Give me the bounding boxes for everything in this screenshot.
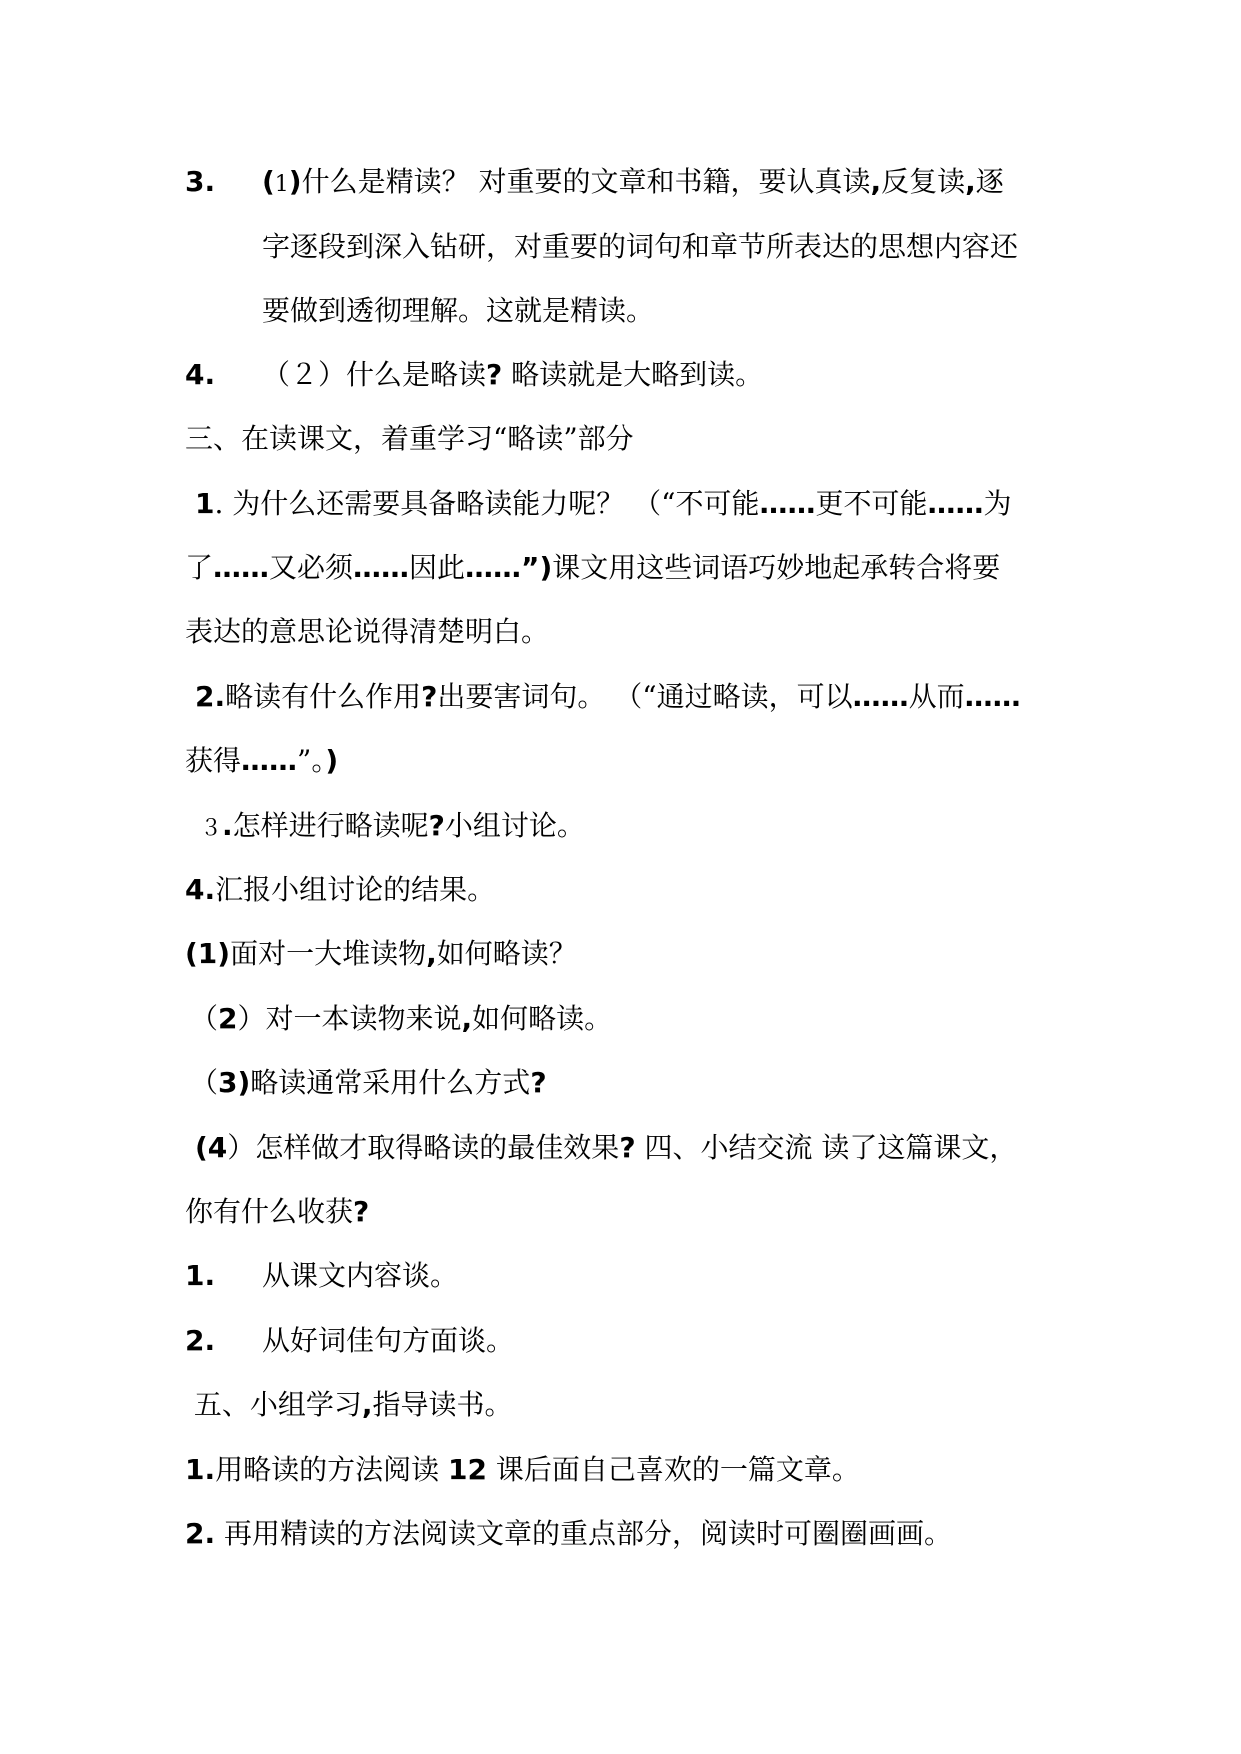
q2-line-2-c: ) [325, 744, 339, 777]
sub-3-paren-open: （ [190, 1066, 219, 1099]
summary-item-2-text: 从好词佳句方面谈。 [262, 1324, 515, 1357]
task-1-number: 1. [185, 1453, 216, 1486]
summary-item-1-number: 1. [185, 1259, 216, 1292]
sub-2-line [190, 1001, 612, 1037]
q2-number: 2. [195, 680, 226, 713]
sub-4-line-2 [185, 1194, 369, 1230]
q2-line-1 [195, 679, 1021, 715]
item-3-line-3: 要做到透彻理解。这就是精读。 [262, 294, 655, 327]
sub-1-comma: , [426, 937, 437, 970]
sub-4-paren-close: ） [227, 1131, 256, 1164]
sub-2-comma: , [461, 1002, 473, 1035]
sub-4-text-b: 四、小结交流 读了这篇课文， [635, 1131, 1018, 1164]
item-4-text-a: （２）什么是略读 [262, 358, 487, 391]
sub-2-paren-open: （ [190, 1002, 219, 1035]
item-3-paren-num: 1 [274, 172, 289, 197]
q3-dot: . [222, 809, 233, 842]
q3-text-b: 小组讨论。 [444, 809, 585, 842]
item-3-comma-2: , [965, 165, 976, 198]
sub-4-text-a: 怎样做才取得略读的最佳效果 [255, 1131, 620, 1164]
section-5-title [185, 1387, 513, 1423]
sub-1-line [185, 936, 577, 972]
sub-3-line [190, 1065, 547, 1101]
q3-text-a: 怎样进行略读呢 [232, 809, 429, 842]
item-3-comma-1: , [870, 165, 882, 198]
item-3-line-1-a: 什么是精读？ 对重要的文章和书籍，要认真读 [301, 165, 871, 198]
summary-item-1 [185, 1258, 1065, 1294]
q4-line [185, 872, 495, 908]
q2-dots-3: …… [241, 744, 298, 777]
item-3-line-1 [185, 164, 1065, 200]
q1-dots-1: …… [759, 487, 816, 520]
item-3-line-1-b: 反复读 [881, 165, 966, 198]
q1-line-3: 表达的意思论说得清楚明白。 [185, 615, 550, 648]
item-4-text [262, 357, 763, 393]
item-3-paren-open: ( [262, 165, 275, 198]
q2-dots-2: …… [964, 680, 1021, 713]
q1-line-2-b: 又必须 [269, 551, 354, 584]
item-4-line [185, 357, 1065, 393]
q1-dots-2: …… [927, 487, 984, 520]
section-5-comma: , [361, 1388, 373, 1421]
q2-line-2 [185, 743, 338, 779]
q2-dots-1: …… [852, 680, 909, 713]
item-4-text-b: 略读就是大略到读。 [502, 358, 764, 391]
task-2-number: 2. [185, 1517, 216, 1550]
q1-dots-4: …… [353, 551, 410, 584]
task-2-line [185, 1516, 952, 1552]
item-3-line-2: 字逐段到深入钻研，对重要的词句和章节所表达的思想内容还 [262, 230, 1019, 263]
item-4-question-mark: ? [486, 358, 503, 391]
item-3-number: 3. [185, 165, 216, 198]
item-3-paren-close: ) [288, 165, 302, 198]
q1-line-2 [185, 550, 1000, 586]
q1-line-1-a: . 为什么还需要具备略读能力呢？ （“不可能 [214, 487, 760, 520]
q2-line-1-a: 略读有什么作用 [225, 680, 422, 713]
sub-4-question-mark: ? [619, 1131, 636, 1164]
section-5-title-b: 指导读书。 [372, 1388, 513, 1421]
sub-1-number: (1) [185, 937, 231, 970]
summary-item-2-number: 2. [185, 1324, 216, 1357]
q1-dots-5: …… [465, 551, 522, 584]
q3-line [200, 808, 585, 844]
item-4-number: 4. [185, 358, 216, 391]
sub-4-question-mark-2: ? [353, 1195, 370, 1228]
summary-item-1-text: 从课文内容谈。 [262, 1259, 459, 1292]
sub-2-paren-close: ） [237, 1002, 266, 1035]
q2-line-1-b: 出要害词句。 （“通过略读，可以 [437, 680, 853, 713]
section-5-title-a: 五、小组学习 [185, 1388, 362, 1421]
task-1-lesson-number: 12 [448, 1453, 487, 1486]
q4-text: 汇报小组讨论的结果。 [215, 873, 496, 906]
sub-4-line-2-text: 你有什么收获 [185, 1195, 354, 1228]
sub-2-text-a: 对一本读物来说 [265, 1002, 462, 1035]
sub-2-text-b: 如何略读。 [472, 1002, 613, 1035]
q1-line-2-e: 课文用这些词语巧妙地起承转合将要 [552, 551, 1001, 584]
task-1-text-b: 课后面自己喜欢的一篇文章。 [487, 1453, 860, 1486]
task-2-text: 再用精读的方法阅读文章的重点部分，阅读时可圈圈画画。 [215, 1517, 953, 1550]
sub-3-text: 略读通常采用什么方式 [250, 1066, 531, 1099]
q1-number: 1 [195, 487, 215, 520]
section-3-title: 三、在读课文，着重学习“略读”部分 [185, 422, 634, 455]
q3-question-mark: ? [428, 809, 445, 842]
sub-3-number: 3) [218, 1066, 251, 1099]
item-3-line-1-c: 逐 [975, 165, 1004, 198]
q1-line-2-d: ”) [521, 551, 553, 584]
q4-number: 4. [185, 873, 216, 906]
q1-line-1-c: 为 [983, 487, 1012, 520]
task-1-line [185, 1452, 860, 1488]
q1-line-1 [195, 486, 1012, 522]
sub-2-number: 2 [218, 1002, 238, 1035]
q2-question-mark: ? [421, 680, 438, 713]
q1-dots-3: …… [213, 551, 270, 584]
sub-4-line-1 [195, 1130, 1017, 1166]
item-3-line-1-text [262, 164, 1004, 203]
q1-line-2-a: 了 [185, 551, 214, 584]
q2-line-2-b: ”。 [297, 744, 326, 777]
summary-item-2 [185, 1323, 1065, 1359]
q2-line-2-a: 获得 [185, 744, 242, 777]
sub-1-text-a: 面对一大堆读物 [230, 937, 427, 970]
q2-line-1-c: 从而 [908, 680, 965, 713]
q3-number: ３ [200, 816, 223, 841]
task-1-text-a: 用略读的方法阅读 [215, 1453, 449, 1486]
sub-1-text-b: 如何略读？ [436, 937, 577, 970]
sub-3-question-mark: ? [530, 1066, 547, 1099]
sub-4-number: (4 [195, 1131, 228, 1164]
q1-line-2-c: 因此 [409, 551, 466, 584]
q1-line-1-b: 更不可能 [815, 487, 928, 520]
